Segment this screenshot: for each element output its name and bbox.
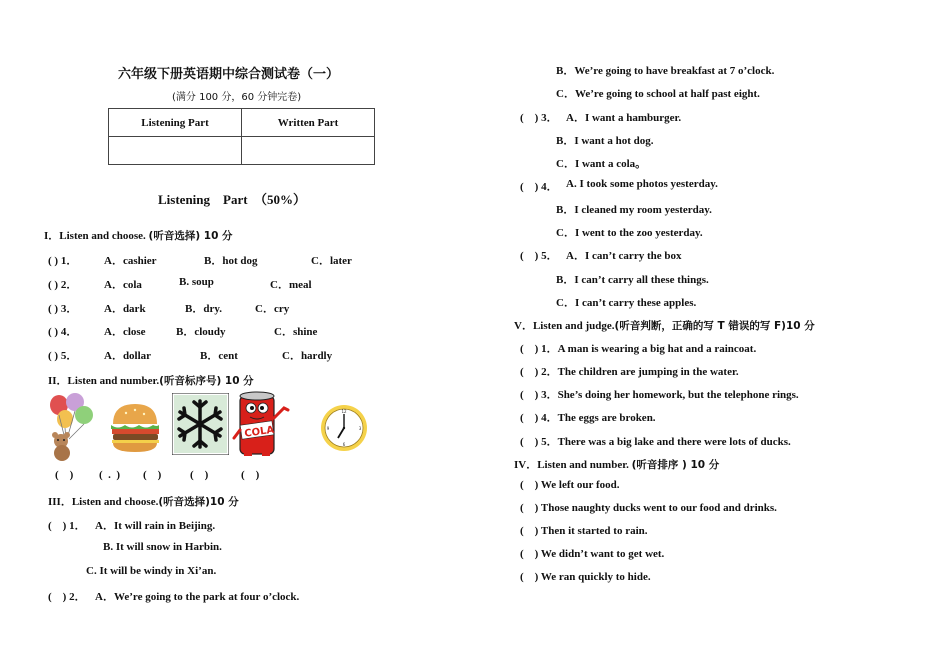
section2-heading xyxy=(48,372,254,388)
question-number: ( ) 4． xyxy=(48,326,78,338)
question-number: ( ) 1． xyxy=(48,255,78,267)
section3-q5-number: ( ) 5． xyxy=(520,250,558,262)
section3-q2-option-c: C．We’re going to school at half past eight. xyxy=(556,88,760,100)
picture-answer-blank-5[interactable]: ( ) xyxy=(241,469,260,481)
cola-label: COLA xyxy=(243,424,275,440)
section3-heading-cn: (听音选择)10 分 xyxy=(158,496,239,508)
clock-picture xyxy=(318,403,370,453)
section3-q2-option-b: B．We’re going to have breakfast at 7 o’clock. xyxy=(556,65,775,77)
section3-q1-option-c: C. It will be windy in Xi’an. xyxy=(86,565,217,577)
option-c: C．hardly xyxy=(282,350,333,362)
section3-q1-number: ( ) 1． xyxy=(48,520,86,532)
section3-q5-option-a: A．I can’t carry the box xyxy=(566,250,682,262)
section4-item-1: ( ) We left our food. xyxy=(520,479,620,491)
option-c: C．shine xyxy=(274,326,318,338)
section5-heading xyxy=(514,317,815,333)
option-b: B．cloudy xyxy=(176,326,226,338)
section5-item-4: ( ) 4．The eggs are broken. xyxy=(520,412,656,424)
section5-item-3: ( ) 3．She’s doing her homework, but the telephone rings. xyxy=(520,389,799,401)
option-c: C．later xyxy=(311,255,352,267)
cola-can-picture xyxy=(232,390,294,460)
option-c: C．cry xyxy=(255,303,290,315)
picture-answer-blank-2[interactable]: ( . ) xyxy=(99,469,121,481)
question-number: ( ) 5． xyxy=(48,350,78,362)
hamburger-icon xyxy=(113,404,157,424)
section3-heading xyxy=(48,493,239,509)
option-c: C．meal xyxy=(270,279,312,291)
section1-heading-cn: (听音选择) 10 分 xyxy=(148,230,233,242)
section5-item-1: ( ) 1．A man is wearing a big hat and a raincoat. xyxy=(520,343,757,355)
score-cell-written[interactable] xyxy=(242,137,375,165)
section4-heading xyxy=(514,456,719,472)
section3-q3-option-c: C．I want a cola。 xyxy=(556,158,647,170)
section3-q5-option-c: C．I can’t carry these apples. xyxy=(556,297,697,309)
hamburger-picture xyxy=(108,400,163,455)
section3-q4-option-b: B．I cleaned my room yesterday. xyxy=(556,204,712,216)
svg-text:6: 6 xyxy=(342,442,346,447)
section5-heading-cn: (听音判断，正确的写 T 错误的写 F)10 分 xyxy=(614,320,815,332)
section2-heading-en: II．Listen and number. xyxy=(48,375,160,387)
svg-text:3: 3 xyxy=(358,426,362,431)
picture-answer-blank-3[interactable]: ( ) xyxy=(143,469,162,481)
balloon-icon xyxy=(75,406,93,424)
option-a: A．dollar xyxy=(104,350,152,362)
option-a: A．cola xyxy=(104,279,142,291)
section3-q1-option-a: A．It will rain in Beijing. xyxy=(95,520,216,532)
section3-q4-option-a: A. I took some photos yesterday. xyxy=(566,178,718,190)
picture-answer-blank-1[interactable]: ( ) xyxy=(55,469,74,481)
picture-answer-blank-4[interactable]: ( ) xyxy=(190,469,209,481)
section3-q1-option-b: B. It will snow in Harbin. xyxy=(103,541,222,553)
section3-q5-option-b: B．I can’t carry all these things. xyxy=(556,274,709,286)
section4-heading-cn: (听音排序 ) 10 分 xyxy=(631,459,720,471)
svg-text:12: 12 xyxy=(341,409,347,414)
option-a: A．dark xyxy=(104,303,146,315)
section3-q3-option-b: B．I want a hot dog. xyxy=(556,135,654,147)
score-table xyxy=(108,108,375,165)
question-number: ( ) 3． xyxy=(48,303,78,315)
section3-q4-number: ( ) 4． xyxy=(520,181,558,193)
svg-text:9: 9 xyxy=(326,426,330,431)
section3-q2-option-a: A．We’re going to the park at four o’clock. xyxy=(95,591,300,603)
section5-item-2: ( ) 2．The children are jumping in the water. xyxy=(520,366,739,378)
section1-heading-en: I．Listen and choose. xyxy=(44,230,149,242)
balloons-bear-picture xyxy=(45,393,95,463)
option-a: A．close xyxy=(104,326,146,338)
option-b: B. soup xyxy=(179,276,214,288)
section5-item-5: ( ) 5．There was a big lake and there were lots of ducks. xyxy=(520,436,791,448)
exam-subtitle: (满分 100 分，60 分钟完卷) xyxy=(172,92,302,103)
section4-heading-en: IV．Listen and number. xyxy=(514,459,632,471)
section3-q2-number: ( ) 2． xyxy=(48,591,86,603)
section2-heading-cn: (听音标序号) 10 分 xyxy=(159,375,254,387)
option-a: A．cashier xyxy=(104,255,157,267)
score-header-listening: Listening Part xyxy=(109,109,242,137)
section4-item-3: ( ) Then it started to rain. xyxy=(520,525,648,537)
score-header-written: Written Part xyxy=(242,109,375,137)
option-b: B．hot dog xyxy=(204,255,258,267)
score-cell-listening[interactable] xyxy=(109,137,242,165)
exam-title: 六年级下册英语期中综合测试卷（一） xyxy=(118,67,340,82)
question-number: ( ) 2． xyxy=(48,279,78,291)
part-heading: Listening Part （50%） xyxy=(158,192,307,207)
section4-item-5: ( ) We ran quickly to hide. xyxy=(520,571,651,583)
section4-item-4: ( ) We didn’t want to get wet. xyxy=(520,548,665,560)
option-b: B．cent xyxy=(200,350,238,362)
section1-heading xyxy=(44,227,233,243)
snowflake-picture xyxy=(172,393,229,455)
section5-heading-en: V．Listen and judge. xyxy=(514,320,615,332)
section4-item-2: ( ) Those naughty ducks went to our food and drinks. xyxy=(520,502,777,514)
section3-q4-option-c: C．I went to the zoo yesterday. xyxy=(556,227,703,239)
section3-q3-number: ( ) 3． xyxy=(520,112,558,124)
option-b: B．dry. xyxy=(185,303,222,315)
section3-heading-en: III．Listen and choose. xyxy=(48,496,159,508)
section3-q3-option-a: A．I want a hamburger. xyxy=(566,112,682,124)
